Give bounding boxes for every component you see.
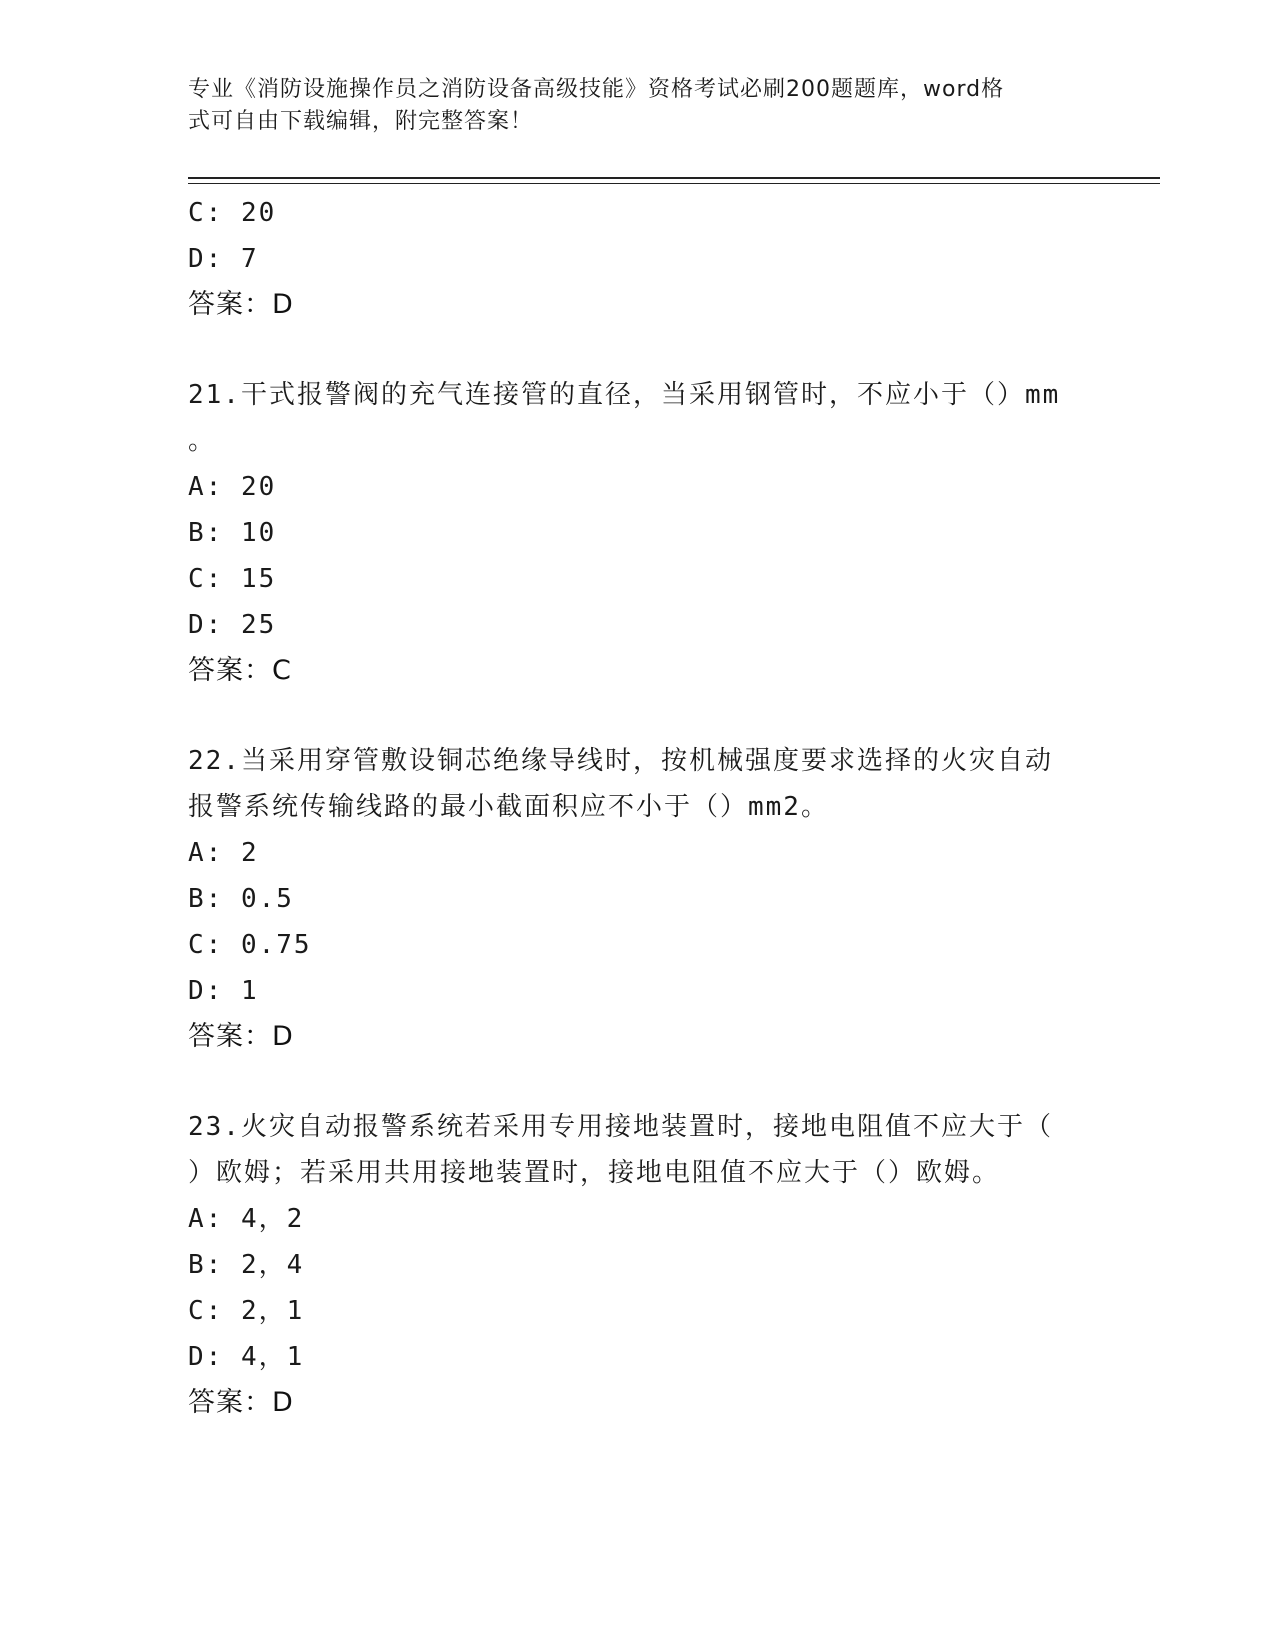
option-a: A: 4，2: [188, 1204, 305, 1234]
option-b: B: 10: [188, 518, 277, 548]
option-b: B: 0.5: [188, 884, 294, 914]
option-c: C: 15: [188, 564, 277, 594]
question-text-line: 23.火灾自动报警系统若采用专用接地装置时，接地电阻值不应大于（: [188, 1112, 1053, 1142]
header-line-2: 式可自由下载编辑，附完整答案！: [188, 109, 534, 134]
question-text-line: 报警系统传输线路的最小截面积应不小于（）mm2。: [188, 792, 829, 822]
prev-question: [188, 190, 1088, 328]
question-text-line: 。: [188, 426, 217, 456]
question-list: [188, 190, 1088, 1426]
spacer: [188, 694, 1088, 738]
document-header: [188, 74, 1068, 138]
option-d: D: 4，1: [188, 1342, 305, 1372]
option-d: D: 25: [188, 610, 277, 640]
header-rule-thick: [188, 177, 1160, 179]
option-c: C: 0.75: [188, 930, 312, 960]
answer-label: 答案：D: [188, 1021, 294, 1052]
question-text-line: 22.当采用穿管敷设铜芯绝缘导线时，按机械强度要求选择的火灾自动: [188, 746, 1053, 776]
option-d: D: 7: [188, 244, 259, 274]
answer-label: 答案：D: [188, 1387, 294, 1418]
question-21: [188, 372, 1088, 694]
option-b: B: 2，4: [188, 1250, 305, 1280]
option-c: C: 2，1: [188, 1296, 305, 1326]
question-22: [188, 738, 1088, 1060]
question-23: [188, 1104, 1088, 1426]
option-d: D: 1: [188, 976, 259, 1006]
spacer: [188, 328, 1088, 372]
option-c: C: 20: [188, 198, 277, 228]
question-text-line: 21.干式报警阀的充气连接管的直径，当采用钢管时，不应小于（）mm: [188, 380, 1061, 410]
spacer: [188, 1060, 1088, 1104]
answer-label: 答案：D: [188, 289, 294, 320]
option-a: A: 20: [188, 472, 277, 502]
header-line-1: 专业《消防设施操作员之消防设备高级技能》资格考试必刷200题题库，word格: [188, 77, 1005, 102]
question-text-line: ）欧姆；若采用共用接地装置时，接地电阻值不应大于（）欧姆。: [188, 1158, 1001, 1188]
option-a: A: 2: [188, 838, 259, 868]
answer-label: 答案：C: [188, 655, 292, 686]
header-rule-thin: [188, 183, 1160, 184]
